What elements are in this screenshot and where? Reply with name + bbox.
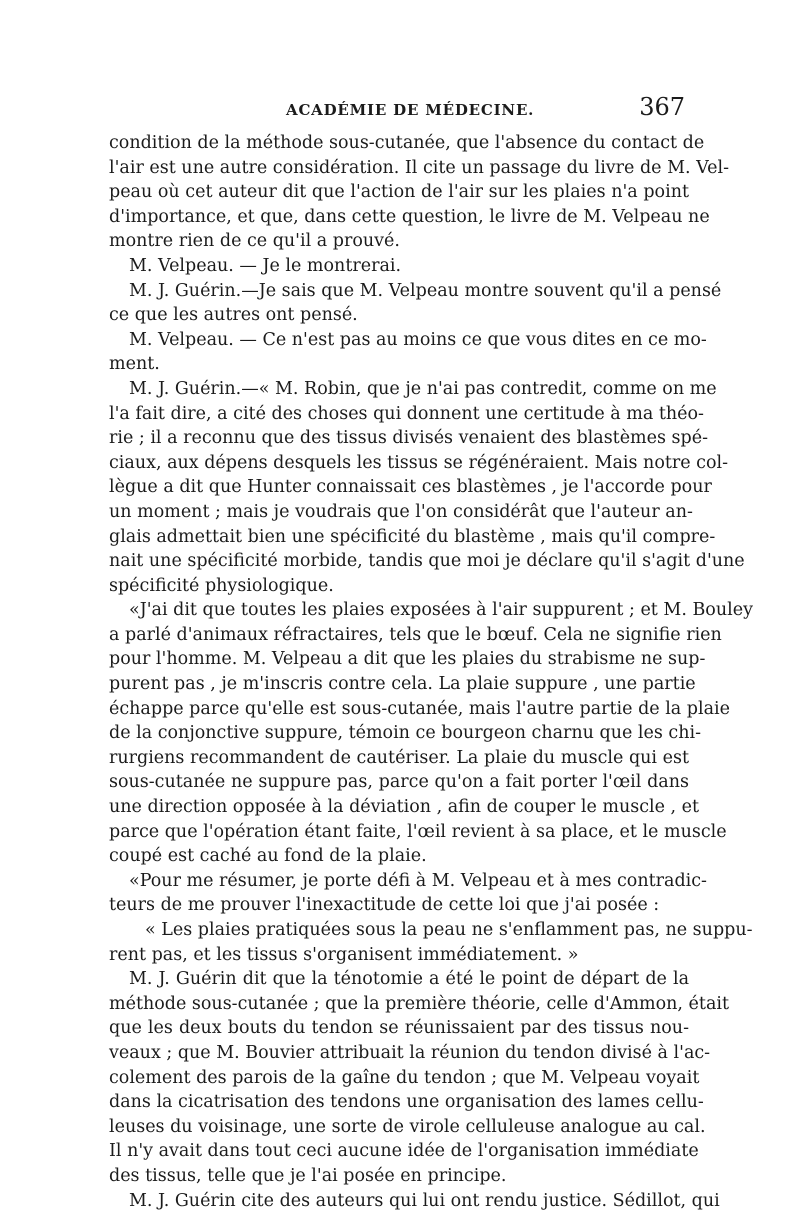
text-line: l'a fait dire, a cité des choses qui donnent une certitude à ma théo- [109,403,704,424]
text-line: rie ; il a reconnu que des tissus divisés venaient des blastèmes spé- [109,428,709,449]
text-line: M. J. Guérin dit que la ténotomie a été le point de départ de la [129,969,689,990]
text-line: des tissus, telle que je l'ai posée en principe. [109,1165,507,1186]
text-line: M. Velpeau. — Je le montrerai. [129,255,402,276]
text-line: M. J. Guérin cite des auteurs qui lui ont rendu justice. Sédillot, qui [129,1190,720,1211]
text-line: lègue a dit que Hunter connaissait ces blastèmes , je l'accorde pour [109,477,712,498]
running-title: ACADÉMIE DE MÉDECINE. [286,101,535,119]
text-line: rent pas, et les tissus s'organisent immédiatement. » [109,944,579,965]
text-line: condition de la méthode sous-cutanée, que l'absence du contact de [109,133,705,153]
text-line: de la conjonctive suppure, témoin ce bourgeon charnu que les chi- [109,723,701,744]
text-line: leuses du voisinage, une sorte de virole celluleuse analogue au cal. [109,1116,706,1137]
page-number: 367 [639,93,685,121]
text-line: teurs de me prouver l'inexactitude de cette loi que j'ai posée : [109,895,660,916]
text-line: M. Velpeau. — Ce n'est pas au moins ce que vous dites en ce mo- [129,329,707,350]
text-line: glais admettait bien une spécificité du blastème , mais qu'il compre- [109,526,716,547]
text-line: coupé est caché au fond de la plaie. [109,846,427,867]
text-line: une direction opposée à la déviation , afin de couper le muscle , et [109,797,700,818]
text-line: ment. [109,354,160,375]
text-line: M. J. Guérin.—Je sais que M. Velpeau montre souvent qu'il a pensé [129,280,722,301]
text-line: l'air est une autre considération. Il cite un passage du livre de M. Vel- [109,157,730,178]
text-line: d'importance, et que, dans cette question, le livre de M. Velpeau ne [109,206,710,227]
text-line: nait une spécificité morbide, tandis que moi je déclare qu'il s'agit d'une [109,551,745,572]
text-line: veaux ; que M. Bouvier attribuait la réunion du tendon divisé à l'ac- [109,1042,711,1063]
text-line: M. J. Guérin.—« M. Robin, que je n'ai pas contredit, comme on me [129,378,717,399]
text-line: méthode sous-cutanée ; que la première théorie, celle d'Ammon, était [109,993,730,1014]
text-line: montre rien de ce qu'il a prouvé. [109,231,400,252]
text-body [109,131,753,1213]
text-line: dans la cicatrisation des tendons une organisation des lames cellu- [109,1092,704,1113]
text-line: sous-cutanée ne suppure pas, parce qu'on a fait porter l'œil dans [109,772,689,793]
text-line: purent pas , je m'inscris contre cela. La plaie suppure , une partie [109,674,696,695]
text-line: « Les plaies pratiquées sous la peau ne s'enflamment pas, ne suppu- [145,920,753,940]
text-line: a parlé d'animaux réfractaires, tels que le bœuf. Cela ne signifie rien [109,624,722,645]
text-line: colement des parois de la gaîne du tendon ; que M. Velpeau voyait [109,1067,700,1088]
text-line: échappe parce qu'elle est sous-cutanée, mais l'autre partie de la plaie [109,698,730,719]
text-line: rurgiens recommandent de cautériser. La plaie du muscle qui est [109,747,689,768]
text-line: un moment ; mais je voudrais que l'on considérât que l'auteur an- [109,501,693,522]
running-head [110,93,685,127]
text-line: peau où cet auteur dit que l'action de l'air sur les plaies n'a point [109,182,689,203]
text-line: Il n'y avait dans tout ceci aucune idée de l'organisation immédiate [109,1141,699,1162]
text-line: «J'ai dit que toutes les plaies exposées à l'air suppurent ; et M. Bouley [129,600,753,621]
text-line: ciaux, aux dépens desquels les tissus se régénéraient. Mais notre col- [109,452,729,473]
text-line: pour l'homme. M. Velpeau a dit que les plaies du strabisme ne sup- [109,649,706,670]
text-line: ce que les autres ont pensé. [109,305,358,326]
text-line: que les deux bouts du tendon se réunissaient par des tissus nou- [109,1018,689,1039]
text-line: spécificité physiologique. [109,575,334,596]
text-line: «Pour me résumer, je porte défi à M. Velpeau et à mes contradic- [129,870,707,891]
text-line: parce que l'opération étant faite, l'œil revient à sa place, et le muscle [109,821,727,842]
